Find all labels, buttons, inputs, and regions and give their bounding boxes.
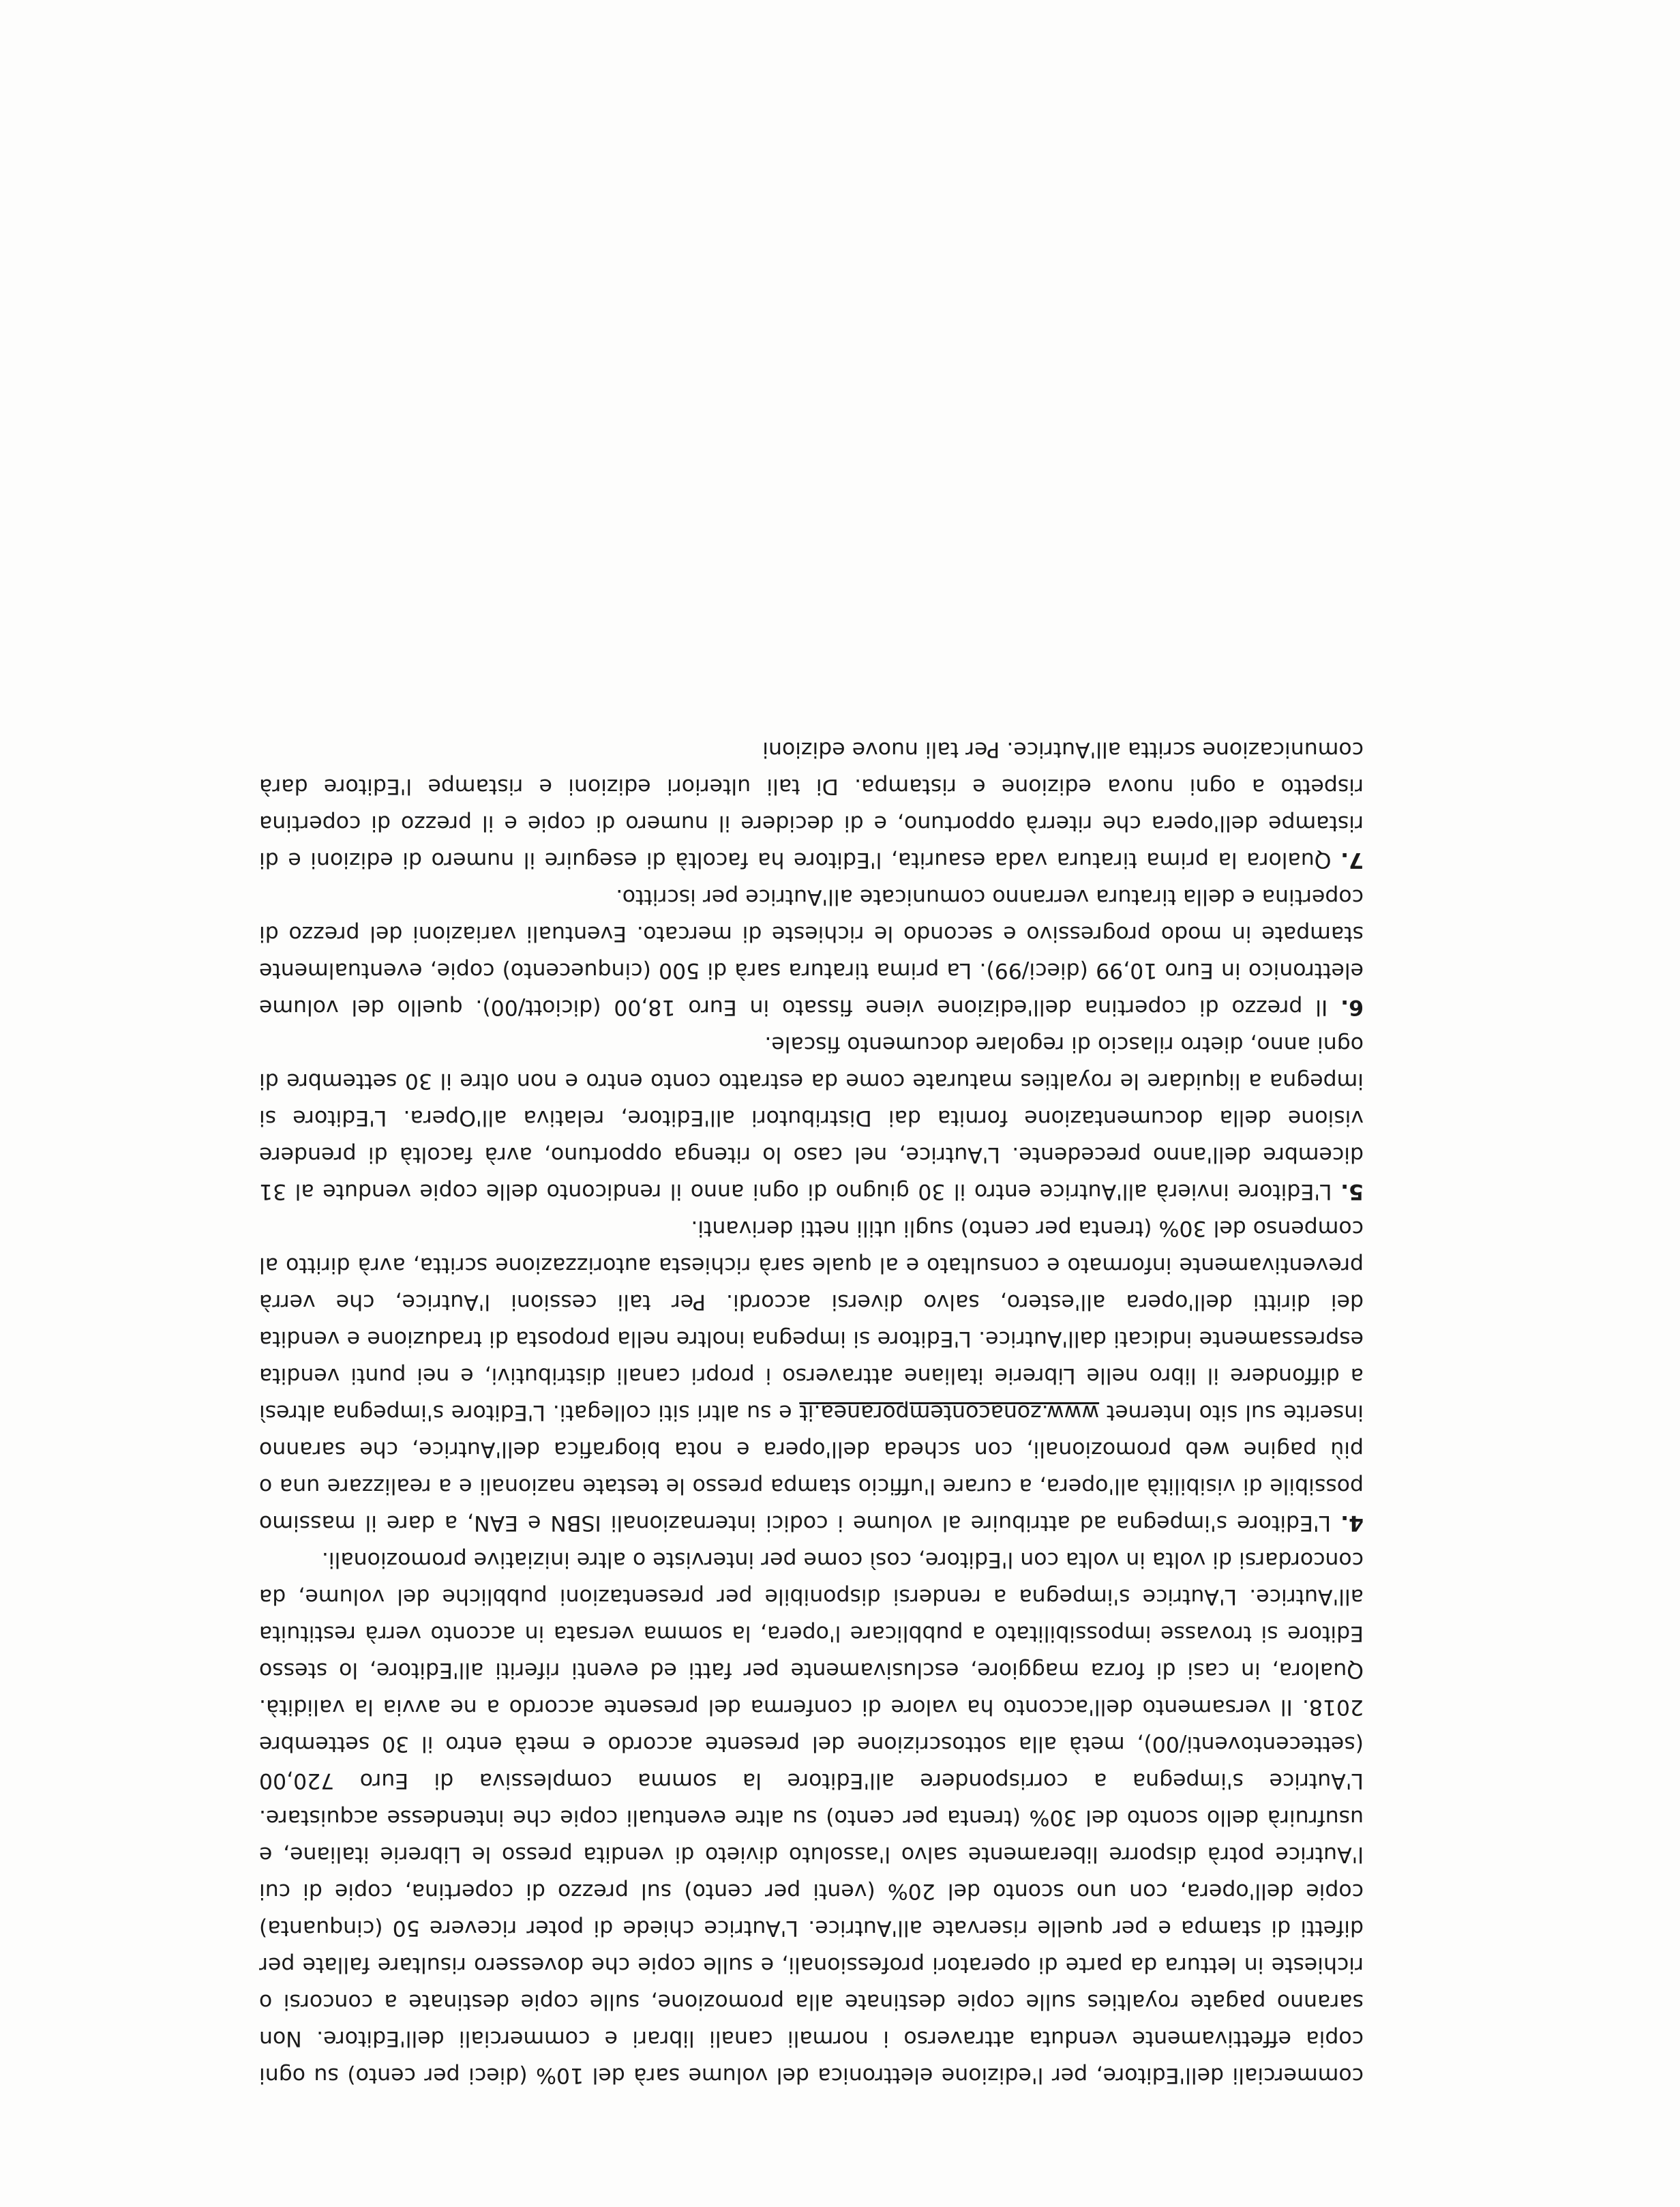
clause-6-text: Il prezzo di copertina dell'edizione viene fissato in Euro 18,00 (diciott/00). quello del volume elettronico in Euro 10,99 (dieci/99). La prima tiratura sarà di 500 (cinquecento) copie, eventualmente stampate in modo progressivo e secondo le richieste di mercato. Eventuali variazioni del prezzo di copertina e della tiratura verranno comunicate all'Autrice per iscritto. <box>259 885 1364 1020</box>
clause-4 <box>259 1210 1364 1541</box>
clause-4-text-part2: e su altri siti collegati. L'Editore s'impegna altresì a diffondere il libro nelle Librerie italiane attraverso i propri canali distributivi, e nei punti vendita espressamente indicati dall'Autrice. L'Editore si impegna inoltre nella proposta di traduzione e vendita dei diritti dell'opera all'estero, salvo diversi accordi. Per tali cessioni l'Autrice, che verrà preventivamente informato e consultato e al quale sarà richiesta autorizzazione scritta, avrà diritto al compenso del 30% (trenta per cento) sugli utili netti derivanti. <box>259 1216 1364 1425</box>
clause-7-text: Qualora la prima tiratura vada esaurita, l'Editore ha facoltà di eseguire il numero di edizioni e di ristampe dell'opera che riterrà opportuno, e di decidere il numero di copie e il prezzo di copertina rispetto a ogni nuova edizione e ristampa. Di tali ulteriori edizioni e ristampe l'Editore darà comunicazione scritta all'Autrice. Per tali nuove edizioni <box>259 737 1364 872</box>
clause-7 <box>259 731 1364 878</box>
website-link[interactable]: www.zonacontemporanea.it <box>799 1400 1100 1425</box>
clause-4-number: 4. <box>1340 1511 1364 1535</box>
paragraph-continuation: commerciali dell'Editore, per l'edizione elettronica del volume sarà del 10% (dieci per cento) su ogni copia effettivamente venduta attraverso i normali canali librari e commerciali dell'Editore. Non saranno pagate royalties sulle copie destinate alla promozione, sulle copie destinate a concorsi o richieste in lettura da parte di operatori professionali, e sulle copie che dovessero risultare fallate per difetti di stampa e per quelle riservate all'Autrice. L'Autrice chiede di poter ricevere 50 (cinquanta) copie dell'opera, con uno sconto del 20% (venti per cento) sul prezzo di copertina, copie di cui l'Autrice potrà disporre liberamente salvo l'assoluto divieto di vendita presso le Librerie italiane, e usufruirà dello sconto del 30% (trenta per cento) su altre eventuali copie che intendesse acquistare. L'Autrice s'impegna a corrispondere all'Editore la somma complessiva di Euro 720,00 (settecentoventi/00), metà alla sottoscrizione del presente accordo e metà entro il 30 settembre 2018. Il versamento dell'acconto ha valore di conferma del presente accordo a ne avvia la validità. Qualora, in casi di forza maggiore, esclusivamente per fatti ed eventi riferiti all'Editore, lo stesso Editore si trovasse impossibilitato a pubblicare l'opera, la somma versata in acconto verrà restituita all'Autrice. L'Autrice s'impegna a rendersi disponibile per presentazioni pubbliche del volume, da concordarsi di volta in volta con l'Editore, così come per interviste o altre iniziative promozionali. <box>259 1547 1364 2088</box>
clause-5 <box>259 1026 1364 1210</box>
contract-text-block <box>259 239 1364 2094</box>
clause-6-number: 6. <box>1340 995 1364 1020</box>
clause-6 <box>259 878 1364 1026</box>
clause-5-text: L'Editore invierà all'Autrice entro il 30 giugno di ogni anno il rendiconto delle copie vendute al 31 dicembre dell'anno precedente. L'Autrice, nel caso lo ritenga opportuno, avrà facoltà di prendere visione della documentazione fornita dai Distributori all'Editore, relativa all'Opera. L'Editore si impegna a liquidare le royalties maturate come da estratto conto entro e non oltre il 30 settembre di ogni anno, dietro rilascio di regolare documento fiscale. <box>259 1032 1364 1204</box>
clause-5-number: 5. <box>1340 1179 1364 1204</box>
clause-7-number: 7. <box>1340 848 1364 872</box>
clause-4-text-part1: L'Editore s'impegna ad attribuire al volume i codici internazionali ISBN e EAN, a dare il massimo possibile di visibilità all'opera, a curare l'ufficio stampa presso le testate nazionali e a realizzare una o più pagine web promozionali, con scheda dell'opera e nota biografica dell'Autrice, che saranno inserite sul sito Internet <box>259 1400 1364 1535</box>
